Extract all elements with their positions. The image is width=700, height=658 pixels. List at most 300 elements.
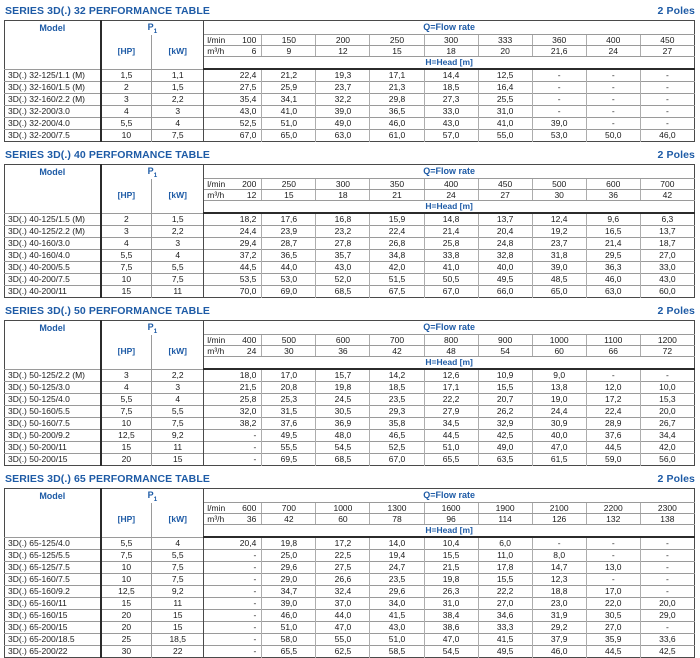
kw-cell: 1,5 bbox=[152, 213, 204, 226]
head-value-cell: 12,5 bbox=[478, 69, 532, 82]
head-value-cell: 29,0 bbox=[262, 574, 316, 586]
head-value-cell: 21,5 bbox=[204, 382, 262, 394]
head-value-cell: 44,5 bbox=[586, 442, 640, 454]
head-value-cell: 61,0 bbox=[370, 130, 424, 142]
hp-cell: 20 bbox=[101, 622, 152, 634]
p1-subscript: 1 bbox=[153, 171, 158, 179]
table-row bbox=[5, 369, 695, 382]
head-value-cell: 61,5 bbox=[532, 454, 586, 466]
kw-cell: 11 bbox=[152, 598, 204, 610]
kw-cell: 22 bbox=[152, 646, 204, 658]
kw-cell: 7,5 bbox=[152, 562, 204, 574]
lmin-value-cell: 1300 bbox=[370, 503, 424, 514]
model-cell: 3D(.) 65-200/22 bbox=[5, 646, 101, 658]
head-value-cell: 46,0 bbox=[262, 610, 316, 622]
model-cell: 3D(.) 50-125/4.0 bbox=[5, 394, 101, 406]
head-value-cell: 29,5 bbox=[586, 250, 640, 262]
head-value-cell: 67,5 bbox=[370, 286, 424, 298]
head-value-cell: 28,7 bbox=[262, 238, 316, 250]
hp-cell: 4 bbox=[101, 238, 152, 250]
m3h-value-cell: 42 bbox=[370, 346, 424, 357]
model-cell: 3D(.) 40-125/2.2 (M) bbox=[5, 226, 101, 238]
section-header bbox=[5, 149, 695, 161]
head-value-cell: 23,9 bbox=[262, 226, 316, 238]
head-value-cell: 20,0 bbox=[640, 598, 694, 610]
lmin-value-cell: 1000 bbox=[316, 503, 370, 514]
head-value-cell: 29,6 bbox=[262, 562, 316, 574]
table-row bbox=[5, 574, 695, 586]
lmin-label-cell bbox=[204, 179, 262, 190]
head-value-cell: 34,7 bbox=[262, 586, 316, 598]
model-cell: 3D(.) 40-160/3.0 bbox=[5, 238, 101, 250]
head-value-cell: 26,3 bbox=[424, 586, 478, 598]
m3h-value-cell: 60 bbox=[316, 514, 370, 525]
head-value-cell: - bbox=[640, 537, 694, 550]
head-value-cell: 39,0 bbox=[532, 262, 586, 274]
head-value-cell: 46,5 bbox=[370, 430, 424, 442]
head-value-cell: 46,0 bbox=[532, 646, 586, 658]
head-value-cell: 51,0 bbox=[424, 442, 478, 454]
kw-cell: 7,5 bbox=[152, 418, 204, 430]
section-header bbox=[5, 305, 695, 317]
head-value-cell: 15,9 bbox=[370, 213, 424, 226]
head-value-cell: - bbox=[586, 82, 640, 94]
hp-column-header: [HP] bbox=[101, 35, 152, 70]
section-title: SERIES 3D(.) 65 PERFORMANCE TABLE bbox=[5, 473, 210, 485]
head-value-cell: 20,4 bbox=[478, 226, 532, 238]
model-cell: 3D(.) 40-160/4.0 bbox=[5, 250, 101, 262]
m3h-label-cell bbox=[204, 190, 262, 201]
flow-rate-header: Q=Flow rate bbox=[204, 165, 695, 179]
hp-cell: 3 bbox=[101, 226, 152, 238]
m3h-value-cell: 126 bbox=[532, 514, 586, 525]
head-value-cell: 26,8 bbox=[370, 238, 424, 250]
head-value-cell: 24,5 bbox=[316, 394, 370, 406]
lmin-unit-label: l/min bbox=[207, 335, 226, 345]
m3h-value-cell: 78 bbox=[370, 514, 424, 525]
head-value-cell: 14,7 bbox=[532, 562, 586, 574]
table-row bbox=[5, 562, 695, 574]
head-value-cell: 20,0 bbox=[640, 406, 694, 418]
head-value-cell: 10,0 bbox=[640, 382, 694, 394]
head-value-cell: - bbox=[532, 69, 586, 82]
head-value-cell: 8,0 bbox=[532, 550, 586, 562]
head-value-cell: 31,5 bbox=[262, 406, 316, 418]
head-value-cell: 38,6 bbox=[424, 622, 478, 634]
hp-cell: 20 bbox=[101, 610, 152, 622]
head-value-cell: 53,5 bbox=[204, 274, 262, 286]
model-column-header: Model bbox=[5, 321, 101, 370]
lmin-label-cell bbox=[204, 335, 262, 346]
head-value-cell: 32,2 bbox=[316, 94, 370, 106]
table-row bbox=[5, 106, 695, 118]
kw-cell: 7,5 bbox=[152, 574, 204, 586]
poles-label: 2 Poles bbox=[657, 149, 695, 161]
head-value-cell: 43,0 bbox=[316, 262, 370, 274]
table-row bbox=[5, 634, 695, 646]
head-value-cell: 48,5 bbox=[532, 274, 586, 286]
head-value-cell: - bbox=[586, 94, 640, 106]
m3h-unit-label: m³/h bbox=[207, 190, 225, 200]
head-value-cell: 35,7 bbox=[316, 250, 370, 262]
head-value-cell: - bbox=[204, 622, 262, 634]
model-cell: 3D(.) 32-125/1.1 (M) bbox=[5, 69, 101, 82]
lmin-value-cell: 800 bbox=[424, 335, 478, 346]
head-value-cell: 44,5 bbox=[586, 646, 640, 658]
head-value-cell: 55,0 bbox=[316, 634, 370, 646]
hp-cell: 10 bbox=[101, 130, 152, 142]
head-value-cell: 63,5 bbox=[478, 454, 532, 466]
m3h-value-cell: 60 bbox=[532, 346, 586, 357]
model-cell: 3D(.) 50-200/15 bbox=[5, 454, 101, 466]
head-value-cell: - bbox=[532, 82, 586, 94]
head-value-cell: 22,4 bbox=[370, 226, 424, 238]
head-value-cell: 24,4 bbox=[532, 406, 586, 418]
hp-cell: 10 bbox=[101, 574, 152, 586]
head-value-cell: 46,0 bbox=[370, 118, 424, 130]
head-value-cell: 17,2 bbox=[316, 537, 370, 550]
head-value-cell: 30,5 bbox=[586, 610, 640, 622]
head-value-cell: 12,4 bbox=[532, 213, 586, 226]
header-row-top bbox=[5, 321, 695, 335]
model-cell: 3D(.) 50-200/9.2 bbox=[5, 430, 101, 442]
hp-cell: 7,5 bbox=[101, 406, 152, 418]
lmin-value-cell: 700 bbox=[640, 179, 694, 190]
head-value-cell: 27,0 bbox=[640, 250, 694, 262]
head-value-cell: - bbox=[586, 574, 640, 586]
lmin-row bbox=[5, 35, 695, 46]
model-cell: 3D(.) 65-160/9.2 bbox=[5, 586, 101, 598]
head-value-cell: - bbox=[586, 550, 640, 562]
performance-table bbox=[4, 164, 695, 298]
head-value-cell: 35,4 bbox=[204, 94, 262, 106]
head-value-cell: 22,2 bbox=[424, 394, 478, 406]
head-value-cell: 40,0 bbox=[532, 430, 586, 442]
head-value-cell: 17,0 bbox=[586, 586, 640, 598]
section-title: SERIES 3D(.) 32 PERFORMANCE TABLE bbox=[5, 5, 210, 17]
head-value-cell: 51,0 bbox=[262, 622, 316, 634]
head-value-cell: 27,5 bbox=[204, 82, 262, 94]
head-unit-label: H=Head [m] bbox=[204, 357, 695, 370]
head-value-cell: 23,7 bbox=[532, 238, 586, 250]
head-value-cell: - bbox=[204, 562, 262, 574]
head-value-cell: 55,5 bbox=[262, 442, 316, 454]
model-cell: 3D(.) 40-200/7.5 bbox=[5, 274, 101, 286]
head-value-cell: 43,0 bbox=[640, 274, 694, 286]
head-value-cell: 24,7 bbox=[370, 562, 424, 574]
lmin-value-cell: 250 bbox=[262, 179, 316, 190]
head-value-cell: 38,4 bbox=[424, 610, 478, 622]
table-row bbox=[5, 406, 695, 418]
hp-column-header: [HP] bbox=[101, 179, 152, 214]
head-value-cell: 42,0 bbox=[640, 442, 694, 454]
head-value-cell: 50,5 bbox=[424, 274, 478, 286]
hp-column-header: [HP] bbox=[101, 335, 152, 370]
head-value-cell: 27,0 bbox=[478, 598, 532, 610]
head-value-cell: 22,4 bbox=[204, 69, 262, 82]
table-row bbox=[5, 442, 695, 454]
head-value-cell: 63,0 bbox=[586, 286, 640, 298]
head-value-cell: 17,1 bbox=[370, 69, 424, 82]
lmin-unit-label: l/min bbox=[207, 503, 226, 513]
lmin-value-cell: 333 bbox=[478, 35, 532, 46]
head-value-cell: 44,5 bbox=[424, 430, 478, 442]
head-value-cell: 34,8 bbox=[370, 250, 424, 262]
header-row-top bbox=[5, 489, 695, 503]
head-value-cell: 22,2 bbox=[478, 586, 532, 598]
lmin-unit-label: l/min bbox=[207, 35, 226, 45]
m3h-value-cell: 12 bbox=[316, 46, 370, 57]
model-cell: 3D(.) 40-125/1.5 (M) bbox=[5, 213, 101, 226]
head-value-cell: 30,9 bbox=[532, 418, 586, 430]
head-value-cell: 10,4 bbox=[424, 537, 478, 550]
kw-cell: 4 bbox=[152, 537, 204, 550]
head-value-cell: 31,9 bbox=[532, 610, 586, 622]
head-value-cell: 37,6 bbox=[586, 430, 640, 442]
head-value-cell: 31,0 bbox=[478, 106, 532, 118]
table-row bbox=[5, 646, 695, 658]
lmin-value-cell: 1000 bbox=[532, 335, 586, 346]
lmin-value: 600 bbox=[242, 503, 257, 513]
head-value-cell: 29,8 bbox=[370, 94, 424, 106]
head-value-cell: 53,0 bbox=[532, 130, 586, 142]
head-value-cell: 15,7 bbox=[316, 369, 370, 382]
head-value-cell: 68,5 bbox=[316, 286, 370, 298]
head-value-cell: - bbox=[204, 610, 262, 622]
table-row bbox=[5, 94, 695, 106]
m3h-value-cell: 24 bbox=[424, 190, 478, 201]
lmin-value: 200 bbox=[242, 179, 257, 189]
table-row bbox=[5, 274, 695, 286]
head-value-cell: - bbox=[640, 69, 694, 82]
head-value-cell: - bbox=[586, 106, 640, 118]
head-value-cell: - bbox=[586, 69, 640, 82]
lmin-value: 100 bbox=[242, 35, 257, 45]
head-value-cell: 12,6 bbox=[424, 369, 478, 382]
head-value-cell: 51,0 bbox=[370, 634, 424, 646]
model-cell: 3D(.) 40-200/11 bbox=[5, 286, 101, 298]
table-row bbox=[5, 382, 695, 394]
m3h-value-cell: 66 bbox=[586, 346, 640, 357]
head-value-cell: - bbox=[640, 574, 694, 586]
table-section bbox=[4, 5, 696, 142]
table-row bbox=[5, 610, 695, 622]
header-row-top bbox=[5, 21, 695, 35]
head-value-cell: 18,5 bbox=[424, 82, 478, 94]
head-value-cell: 34,0 bbox=[370, 598, 424, 610]
kw-cell: 4 bbox=[152, 394, 204, 406]
lmin-value: 400 bbox=[242, 335, 257, 345]
head-value-cell: 32,9 bbox=[478, 418, 532, 430]
head-value-cell: - bbox=[640, 106, 694, 118]
head-value-cell: 31,0 bbox=[424, 598, 478, 610]
head-value-cell: - bbox=[204, 430, 262, 442]
kw-cell: 18,5 bbox=[152, 634, 204, 646]
head-value-cell: 60,0 bbox=[640, 286, 694, 298]
model-cell: 3D(.) 32-160/1.5 (M) bbox=[5, 82, 101, 94]
head-value-cell: 35,9 bbox=[586, 634, 640, 646]
m3h-value-cell: 9 bbox=[262, 46, 316, 57]
head-value-cell: 19,8 bbox=[424, 574, 478, 586]
hp-cell: 4 bbox=[101, 382, 152, 394]
lmin-unit-label: l/min bbox=[207, 179, 226, 189]
head-unit-label: H=Head [m] bbox=[204, 201, 695, 214]
head-value-cell: - bbox=[586, 537, 640, 550]
head-value-cell: 58,0 bbox=[262, 634, 316, 646]
head-value-cell: 69,5 bbox=[262, 454, 316, 466]
lmin-value-cell: 450 bbox=[640, 35, 694, 46]
head-value-cell: - bbox=[532, 106, 586, 118]
head-value-cell: 12,3 bbox=[532, 574, 586, 586]
head-value-cell: 41,5 bbox=[478, 634, 532, 646]
head-value-cell: 24,4 bbox=[204, 226, 262, 238]
head-value-cell: 33,6 bbox=[640, 634, 694, 646]
head-value-cell: - bbox=[532, 94, 586, 106]
head-value-cell: 49,0 bbox=[478, 442, 532, 454]
m3h-value-cell: 36 bbox=[586, 190, 640, 201]
hp-cell: 25 bbox=[101, 634, 152, 646]
p1-column-header: $P_1$ bbox=[101, 489, 204, 503]
head-value-cell: - bbox=[204, 598, 262, 610]
hp-cell: 10 bbox=[101, 562, 152, 574]
head-value-cell: 47,0 bbox=[532, 442, 586, 454]
hp-cell: 10 bbox=[101, 274, 152, 286]
head-value-cell: - bbox=[640, 94, 694, 106]
head-value-cell: - bbox=[640, 550, 694, 562]
m3h-value-cell: 54 bbox=[478, 346, 532, 357]
hp-cell: 5,5 bbox=[101, 394, 152, 406]
head-value-cell: 18,8 bbox=[532, 586, 586, 598]
head-value-cell: - bbox=[204, 634, 262, 646]
head-value-cell: 44,5 bbox=[204, 262, 262, 274]
head-value-cell: 17,0 bbox=[262, 369, 316, 382]
lmin-value-cell: 400 bbox=[424, 179, 478, 190]
head-value-cell: 22,4 bbox=[586, 406, 640, 418]
head-value-cell: 62,5 bbox=[316, 646, 370, 658]
performance-table bbox=[4, 20, 695, 142]
head-value-cell: 16,4 bbox=[478, 82, 532, 94]
kw-cell: 2,2 bbox=[152, 94, 204, 106]
kw-cell: 3 bbox=[152, 382, 204, 394]
kw-cell: 5,5 bbox=[152, 406, 204, 418]
table-section bbox=[4, 473, 696, 658]
head-value-cell: - bbox=[640, 586, 694, 598]
head-value-cell: 20,8 bbox=[262, 382, 316, 394]
head-value-cell: 13,7 bbox=[640, 226, 694, 238]
head-value-cell: 36,5 bbox=[370, 106, 424, 118]
head-value-cell: 41,5 bbox=[370, 610, 424, 622]
head-value-cell: - bbox=[204, 574, 262, 586]
head-value-cell: 42,0 bbox=[370, 262, 424, 274]
head-value-cell: 33,8 bbox=[424, 250, 478, 262]
lmin-value-cell: 700 bbox=[262, 503, 316, 514]
hp-cell: 30 bbox=[101, 646, 152, 658]
m3h-unit-label: m³/h bbox=[207, 346, 225, 356]
head-value-cell: 10,9 bbox=[478, 369, 532, 382]
table-row bbox=[5, 454, 695, 466]
head-value-cell: - bbox=[640, 118, 694, 130]
m3h-value-cell: 27 bbox=[478, 190, 532, 201]
head-value-cell: 67,0 bbox=[204, 130, 262, 142]
head-value-cell: 41,0 bbox=[262, 106, 316, 118]
lmin-value-cell: 2100 bbox=[532, 503, 586, 514]
lmin-value-cell: 900 bbox=[478, 335, 532, 346]
lmin-value-cell: 1900 bbox=[478, 503, 532, 514]
table-row bbox=[5, 537, 695, 550]
lmin-value-cell: 1100 bbox=[586, 335, 640, 346]
table-row bbox=[5, 262, 695, 274]
lmin-label-cell bbox=[204, 503, 262, 514]
head-value-cell: 25,8 bbox=[424, 238, 478, 250]
head-value-cell: 12,0 bbox=[586, 382, 640, 394]
p1-subscript: 1 bbox=[153, 495, 158, 503]
head-value-cell: 44,0 bbox=[316, 610, 370, 622]
lmin-value-cell: 350 bbox=[370, 179, 424, 190]
head-value-cell: 15,5 bbox=[478, 574, 532, 586]
head-value-cell: 36,9 bbox=[316, 418, 370, 430]
head-value-cell: 43,0 bbox=[370, 622, 424, 634]
m3h-value-cell: 30 bbox=[532, 190, 586, 201]
head-value-cell: 28,9 bbox=[586, 418, 640, 430]
head-value-cell: 39,0 bbox=[316, 106, 370, 118]
head-value-cell: 36,3 bbox=[586, 262, 640, 274]
hp-cell: 4 bbox=[101, 106, 152, 118]
lmin-value-cell: 200 bbox=[316, 35, 370, 46]
head-value-cell: 29,6 bbox=[370, 586, 424, 598]
hp-column-header: [HP] bbox=[101, 503, 152, 538]
head-value-cell: 29,2 bbox=[532, 622, 586, 634]
m3h-value-cell: 15 bbox=[262, 190, 316, 201]
head-value-cell: 20,7 bbox=[478, 394, 532, 406]
table-row bbox=[5, 250, 695, 262]
head-value-cell: 35,8 bbox=[370, 418, 424, 430]
table-row bbox=[5, 69, 695, 82]
head-value-cell: 29,4 bbox=[204, 238, 262, 250]
head-value-cell: 19,8 bbox=[262, 537, 316, 550]
head-value-cell: 32,8 bbox=[478, 250, 532, 262]
model-cell: 3D(.) 32-160/2.2 (M) bbox=[5, 94, 101, 106]
kw-cell: 2,2 bbox=[152, 369, 204, 382]
table-row bbox=[5, 226, 695, 238]
header-row-top bbox=[5, 165, 695, 179]
hp-cell: 20 bbox=[101, 454, 152, 466]
head-value-cell: 49,0 bbox=[316, 118, 370, 130]
lmin-value-cell: 2300 bbox=[640, 503, 694, 514]
head-value-cell: 36,5 bbox=[262, 250, 316, 262]
head-value-cell: 18,7 bbox=[640, 238, 694, 250]
head-value-cell: 15,5 bbox=[478, 382, 532, 394]
head-value-cell: 23,7 bbox=[316, 82, 370, 94]
m3h-value: 36 bbox=[246, 514, 257, 524]
head-value-cell: 39,0 bbox=[532, 118, 586, 130]
model-cell: 3D(.) 65-200/15 bbox=[5, 622, 101, 634]
m3h-value-cell: 15 bbox=[370, 46, 424, 57]
table-row bbox=[5, 622, 695, 634]
m3h-value-cell: 18 bbox=[424, 46, 478, 57]
kw-cell: 15 bbox=[152, 454, 204, 466]
head-value-cell: 21,3 bbox=[370, 82, 424, 94]
lmin-value-cell: 500 bbox=[532, 179, 586, 190]
hp-cell: 15 bbox=[101, 442, 152, 454]
lmin-value-cell: 300 bbox=[316, 179, 370, 190]
hp-cell: 3 bbox=[101, 94, 152, 106]
head-value-cell: 67,0 bbox=[424, 286, 478, 298]
poles-label: 2 Poles bbox=[657, 473, 695, 485]
head-value-cell: 37,6 bbox=[262, 418, 316, 430]
table-row bbox=[5, 286, 695, 298]
hp-cell: 15 bbox=[101, 286, 152, 298]
hp-cell: 12,5 bbox=[101, 430, 152, 442]
